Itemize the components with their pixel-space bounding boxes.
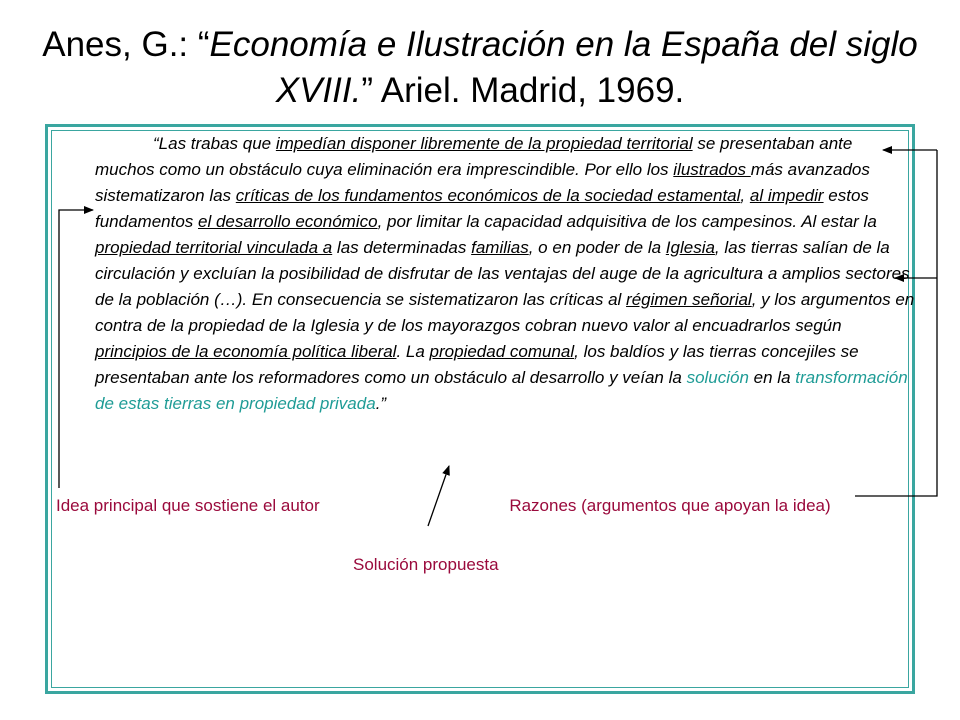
title-rest: ” Ariel. Madrid, 1969. (361, 71, 685, 110)
underlined-phrase: Iglesia (665, 238, 715, 257)
underlined-phrase: el desarrollo económico (198, 212, 378, 231)
quote-segment: estos fundamentos (95, 186, 869, 231)
quote-segment: se presentaban ante muchos como un obstáculo cuya eliminación era imprescindible. Por ello los (95, 134, 853, 179)
highlighted-solution: transformación de estas tierras en propiedad privada (95, 368, 908, 413)
quote-segment: , las tierras salían de la circulación y excluían la posibilidad de disfrutar de las ventajas del auge de la agricultura a amplios sectores de la población (…). En consecuencia se sistematizaron las críticas al (95, 238, 910, 309)
underlined-phrase: propiedad comunal (429, 342, 575, 361)
reasons-bracket (855, 150, 937, 496)
quote-segment: las determinadas (332, 238, 472, 257)
idea-arrow (59, 210, 93, 488)
quote-segment: más avanzados sistematizaron las (95, 160, 870, 205)
underlined-phrase: principios de la economía política liberal (95, 342, 397, 361)
underlined-phrase: impedían disponer libremente de la propiedad territorial (275, 134, 693, 153)
quote-segment: , o en poder de la (528, 238, 666, 257)
label-reasons: Razones (argumentos que apoyan la idea) (509, 496, 831, 515)
underlined-phrase: al impedir (749, 186, 824, 205)
highlighted-solution: solución (686, 368, 749, 387)
title-book: Economía e Ilustración en la España del siglo XVIII. (209, 25, 918, 110)
underlined-phrase: familias (471, 238, 529, 257)
underlined-phrase: críticas de los fundamentos económicos de la sociedad estamental (235, 186, 741, 205)
underlined-phrase: propiedad territorial vinculada a (95, 238, 333, 257)
underlined-phrase: régimen señorial (626, 290, 752, 309)
label-solution: Solución propuesta (353, 555, 499, 574)
label-main-idea: Idea principal que sostiene el autor (56, 496, 320, 515)
quote-segment: .” (375, 394, 387, 413)
quote-segment: “Las trabas que (153, 134, 276, 153)
quote-segment: , los baldíos y las tierras concejiles se presentaban ante los reformadores como un obstáculo al desarrollo y veían la (95, 342, 859, 387)
underlined-phrase: ilustrados (673, 160, 751, 179)
quote-segment: , (740, 186, 750, 205)
title-author: Anes, G.: “ (42, 25, 210, 64)
quote-segment: . La (396, 342, 430, 361)
quote-segment: , y los argumentos en contra de la propiedad de la Iglesia y de los mayorazgos cobran nuevo valor al encuadrarlos según (95, 290, 915, 335)
quote-segment: en la (748, 368, 796, 387)
quote-segment: , por limitar la capacidad adquisitiva de los campesinos. Al estar la (377, 212, 877, 231)
solution-arrow (428, 466, 449, 526)
